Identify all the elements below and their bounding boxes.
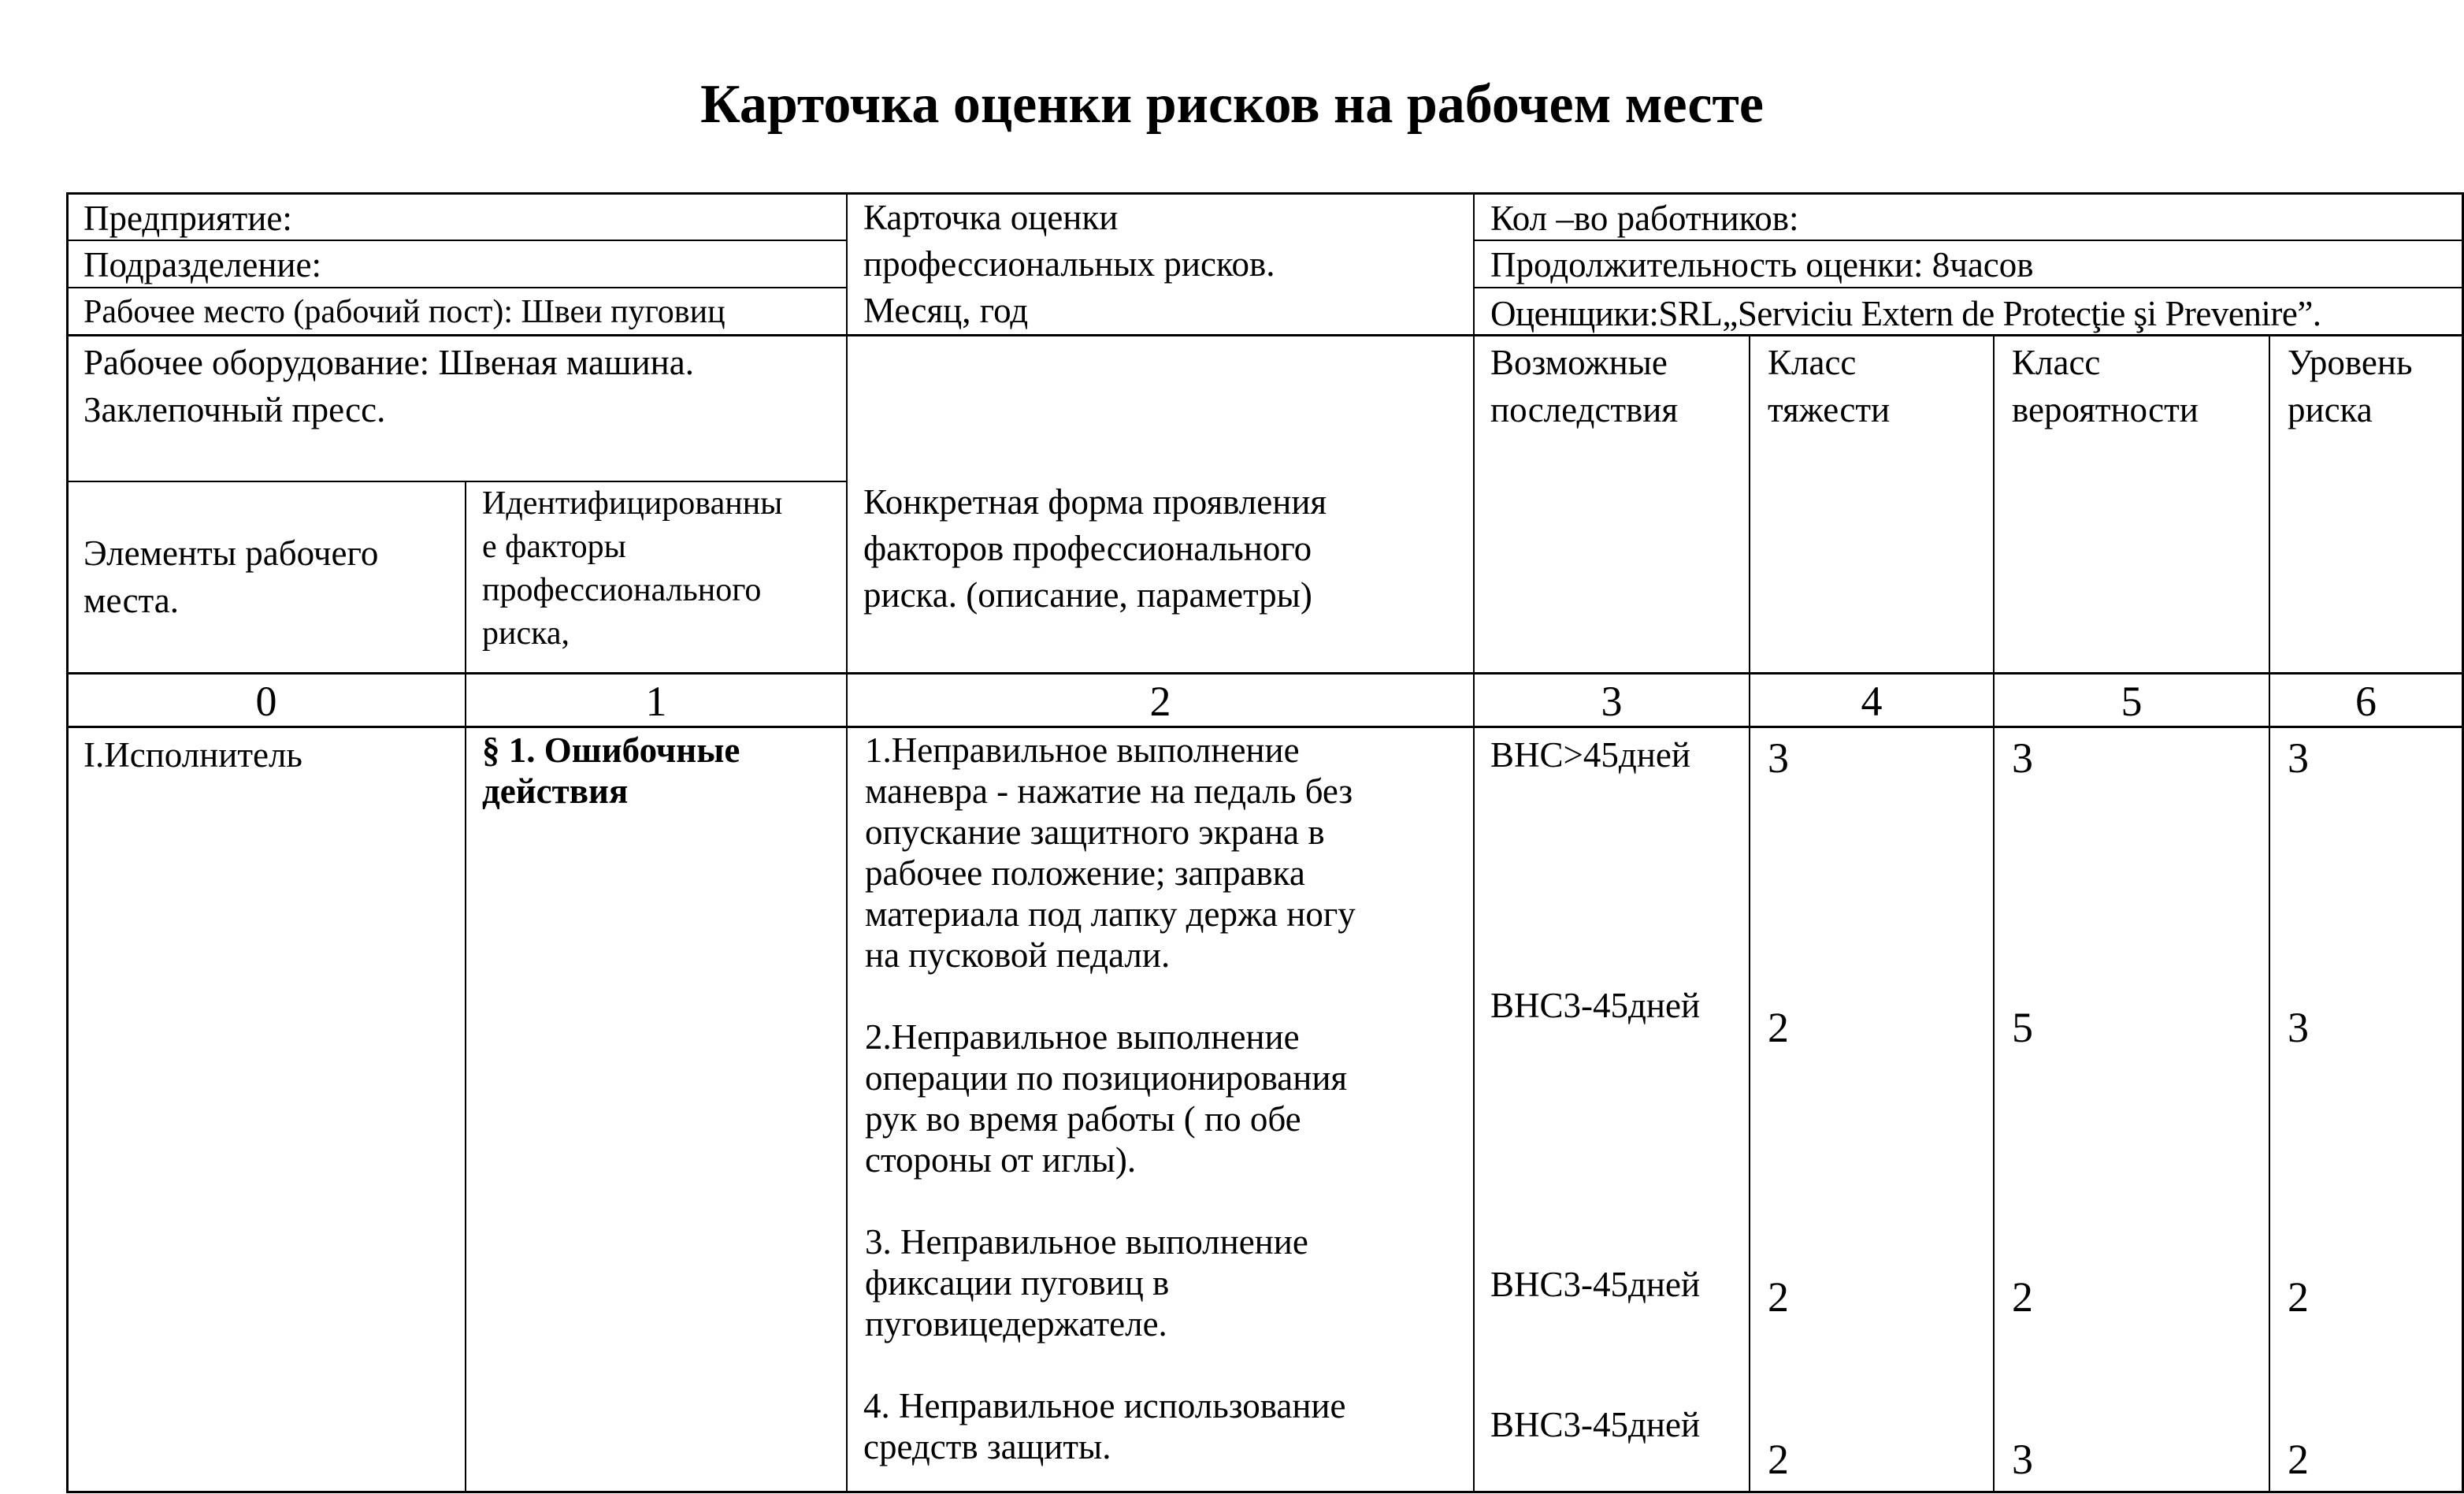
- workplace-label: Рабочее место (рабочий пост): Швеи пуговиц: [83, 294, 725, 330]
- consequence-3: ВНС3-45дней: [1490, 1265, 1701, 1304]
- document-title: Карточка оценки рисков на рабочем месте: [700, 74, 1764, 135]
- probability-class-1: 3: [2012, 734, 2033, 782]
- equipment-label: Рабочее оборудование: Швеная машина. Заклепочный пресс.: [83, 343, 694, 429]
- severity-class-1: 3: [1768, 734, 1789, 782]
- consequence-4: ВНС3-45дней: [1490, 1405, 1701, 1444]
- risk-level-2: 3: [2288, 1004, 2309, 1051]
- risk-level-3: 2: [2288, 1273, 2309, 1321]
- risk-description-2: 2.Неправильное выполнение операции по позиционирования рук во время работы ( по обе стороны от иглы).: [865, 1017, 1348, 1180]
- risk-description-1: 1.Неправильное выполнение маневра - нажатие на педаль без опускание защитного экрана в рабочее положение; заправка материала под лапку держа ногу на пусковой педали.: [865, 730, 1356, 975]
- severity-class-2: 2: [1768, 1004, 1789, 1051]
- consequence-2: ВНС3-45дней: [1490, 986, 1701, 1025]
- workers-count-label: Кол –во работников:: [1490, 199, 1799, 238]
- column-number-2: 2: [1149, 678, 1171, 725]
- column-header-factors: Идентифицированны е факторы профессионального риска,: [482, 485, 783, 652]
- column-number-5: 5: [2121, 678, 2143, 725]
- column-header-form: Конкретная форма проявления факторов профессионального риска. (описание, параметры): [863, 482, 1327, 615]
- column-number-1: 1: [645, 678, 667, 725]
- enterprise-label: Предприятие:: [83, 199, 292, 238]
- risk-factor-cell: § 1. Ошибочные действия: [482, 730, 740, 811]
- probability-class-2: 5: [2012, 1004, 2033, 1051]
- column-header-severity: Класс тяжести: [1768, 343, 1891, 429]
- consequence-1: ВНС>45дней: [1490, 735, 1690, 775]
- column-number-6: 6: [2355, 678, 2377, 725]
- risk-level-1: 3: [2288, 734, 2309, 782]
- column-number-4: 4: [1861, 678, 1883, 725]
- evaluation-duration-label: Продолжительность оценки: 8часов: [1490, 245, 2034, 284]
- column-header-risk-level: Уровень риска: [2288, 343, 2413, 429]
- severity-class-3: 2: [1768, 1273, 1789, 1321]
- evaluators-label: Оценщики:SRL„Serviciu Extern de Protecţie şi Prevenire”.: [1490, 294, 2321, 333]
- probability-class-3: 2: [2012, 1273, 2033, 1321]
- probability-class-4: 3: [2012, 1436, 2033, 1483]
- risk-level-4: 2: [2288, 1436, 2309, 1483]
- risk-description-3: 3. Неправильное выполнение фиксации пуговиц в пуговицедержателе.: [865, 1222, 1308, 1343]
- card-label: Карточка оценки профессиональных рисков. Месяц, год: [863, 198, 1275, 330]
- column-number-0: 0: [255, 678, 277, 725]
- severity-class-4: 2: [1768, 1436, 1789, 1483]
- division-label: Подразделение:: [83, 245, 321, 284]
- column-header-probability: Класс вероятности: [2012, 343, 2199, 429]
- column-header-consequences: Возможные последствия: [1490, 343, 1679, 429]
- column-number-3: 3: [1601, 678, 1623, 725]
- risk-description-4: 4. Неправильное использование средств защиты.: [863, 1386, 1346, 1466]
- workplace-element-cell: I.Исполнитель: [83, 735, 302, 775]
- column-header-elements: Элементы рабочего места.: [83, 533, 379, 620]
